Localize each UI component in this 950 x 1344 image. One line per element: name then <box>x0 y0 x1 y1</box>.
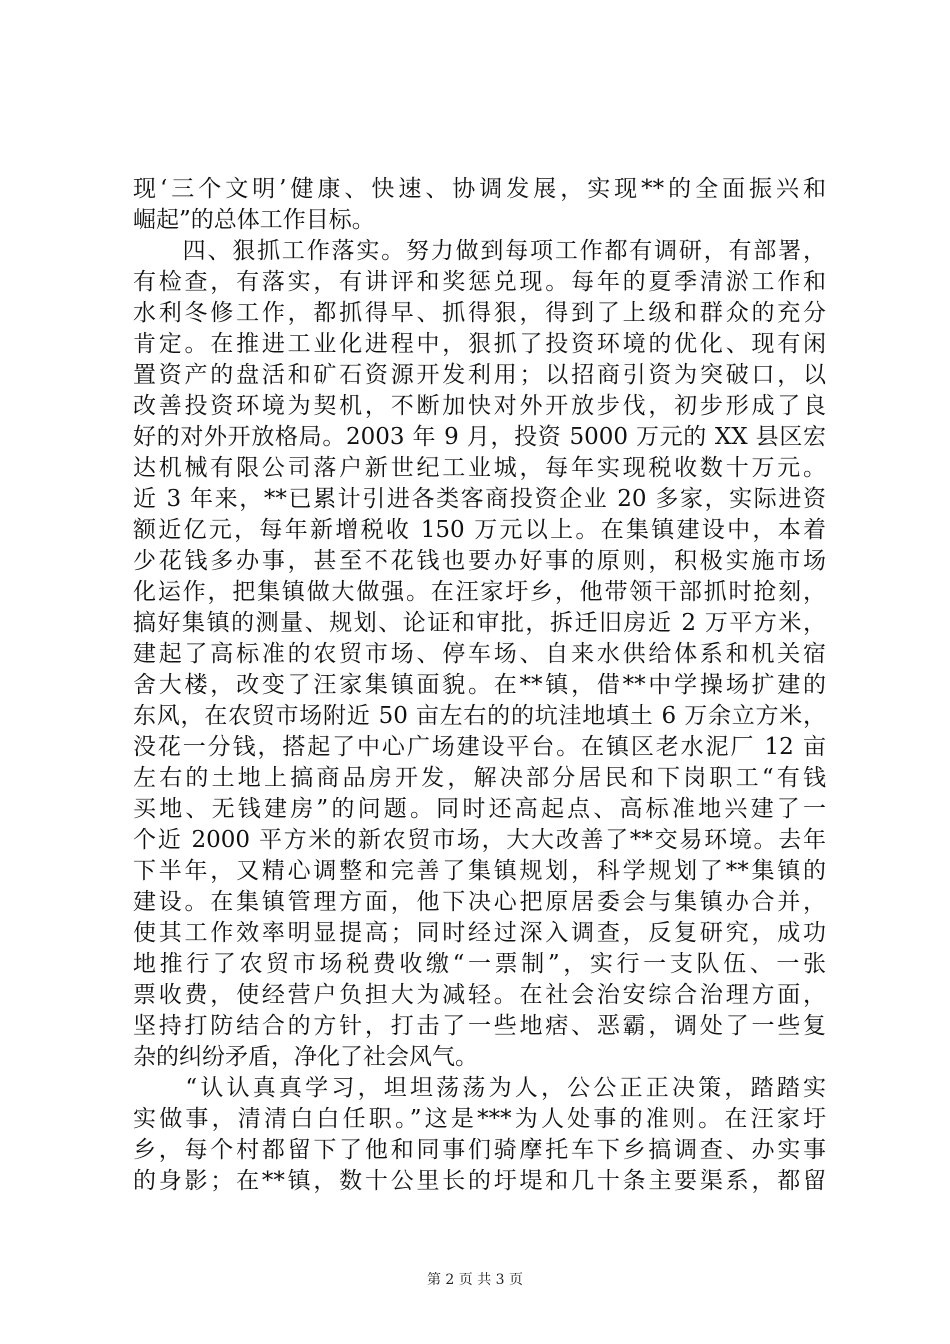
text-line: 好的对外开放格局。2003 年 9 月，投资 5000 万元的 XX 县区宏 <box>133 424 826 450</box>
text-line: 置资产的盘活和矿石资源开发利用；以招商引资为突破口，以 <box>133 362 826 388</box>
text-line: 没花一分钱，搭起了中心广场建设平台。在镇区老水泥厂 12 亩 <box>133 734 826 760</box>
text-line: 建设。在集镇管理方面，他下决心把原居委会与集镇办合并， <box>133 889 826 915</box>
text-line: 舍大楼，改变了汪家集镇面貌。在**镇，借**中学操场扩建的 <box>133 672 826 698</box>
text-line: 化运作，把集镇做大做强。在汪家圩乡，他带领干部抓时抢刻， <box>133 579 826 605</box>
text-line: 有检查，有落实，有讲评和奖惩兑现。每年的夏季清淤工作和 <box>133 269 826 295</box>
text-line: 实做事，清清白白任职。”这是***为人处事的准则。在汪家圩 <box>133 1106 826 1132</box>
text-line: 达机械有限公司落户新世纪工业城，每年实现税收数十万元。 <box>133 455 826 481</box>
text-line: 票收费，使经营户负担大为减轻。在社会治安综合治理方面， <box>133 982 826 1008</box>
text-line: 水利冬修工作，都抓得早、抓得狠，得到了上级和群众的充分 <box>133 300 826 326</box>
text-line: 个近 2000 平方米的新农贸市场，大大改善了**交易环境。去年 <box>133 827 826 853</box>
text-line: 肯定。在推进工业化进程中，狠抓了投资环境的优化、现有闲 <box>133 331 826 357</box>
text-line: 杂的纠纷矛盾，净化了社会风气。 <box>133 1044 478 1070</box>
text-line: 额近亿元，每年新增税收 150 万元以上。在集镇建设中，本着 <box>133 517 826 543</box>
text-line: 买地、无钱建房”的问题。同时还高起点、高标准地兴建了一 <box>133 796 826 822</box>
text-line: “认认真真学习，坦坦荡荡为人，公公正正决策，踏踏实 <box>133 1075 826 1101</box>
page-footer: 第 2 页 共 3 页 <box>426 1272 524 1288</box>
text-line: 四、狠抓工作落实。努力做到每项工作都有调研，有部署， <box>133 238 826 264</box>
text-line: 地推行了农贸市场税费收缴“一票制”，实行一支队伍、一张 <box>133 951 826 977</box>
text-line: 建起了高标准的农贸市场、停车场、自来水供给体系和机关宿 <box>133 641 826 667</box>
text-line: 现‘三个文明’健康、快速、协调发展，实现**的全面振兴和 <box>133 176 826 202</box>
text-line: 使其工作效率明显提高；同时经过深入调查，反复研究，成功 <box>133 920 826 946</box>
text-line: 少花钱多办事，甚至不花钱也要办好事的原则，积极实施市场 <box>133 548 826 574</box>
text-line: 下半年，又精心调整和完善了集镇规划，科学规划了**集镇的 <box>133 858 826 884</box>
text-line: 近 3 年来，**已累计引进各类客商投资企业 20 多家，实际进资 <box>133 486 826 512</box>
text-line: 左右的土地上搞商品房开发，解决部分居民和下岗职工“有钱 <box>133 765 826 791</box>
text-line: 崛起”的总体工作目标。 <box>133 207 375 233</box>
text-line: 乡，每个村都留下了他和同事们骑摩托车下乡搞调查、办实事 <box>133 1137 826 1163</box>
text-line: 改善投资环境为契机，不断加快对外开放步伐，初步形成了良 <box>133 393 826 419</box>
text-line: 东风，在农贸市场附近 50 亩左右的的坑洼地填土 6 万余立方米， <box>133 703 826 729</box>
body-text <box>133 174 826 1197</box>
text-line: 坚持打防结合的方针，打击了一些地痞、恶霸，调处了一些复 <box>133 1013 826 1039</box>
text-line: 搞好集镇的测量、规划、论证和审批，拆迁旧房近 2 万平方米， <box>133 610 826 636</box>
text-line: 的身影；在**镇，数十公里长的圩堤和几十条主要渠系，都留 <box>133 1168 826 1194</box>
